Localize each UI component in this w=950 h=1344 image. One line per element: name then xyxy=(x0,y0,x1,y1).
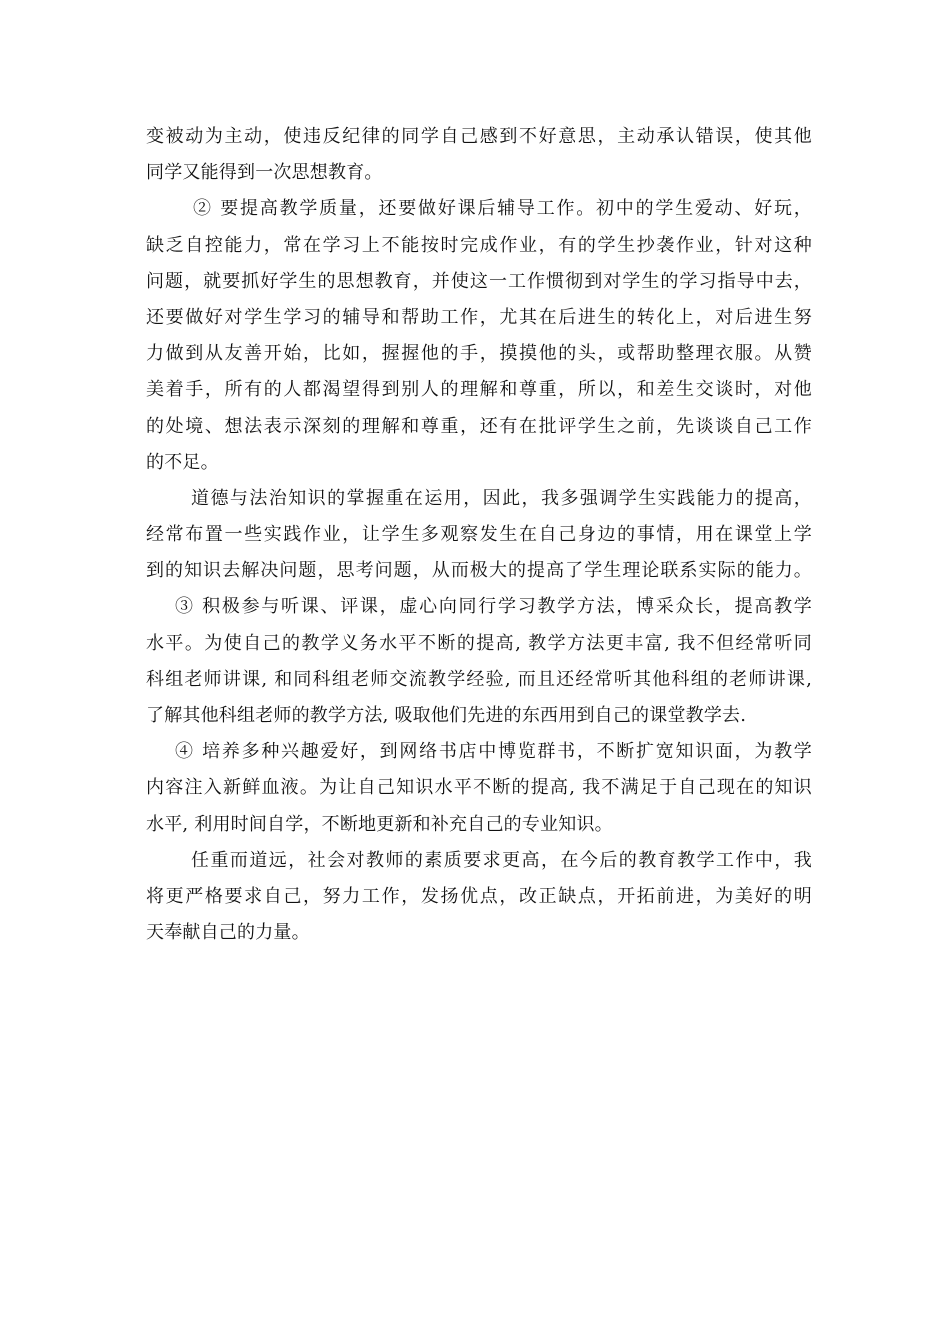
text-line: 任重而道远，社会对教师的素质要求更高，在今后的教育教学工作中，我 xyxy=(191,849,812,871)
text-line: 的不足。 xyxy=(146,451,219,473)
text-line: 了解其他科组老师的教学方法, 吸取他们先进的东西用到自己的课堂教学去. xyxy=(146,705,747,726)
paragraph-6 xyxy=(146,843,812,952)
paragraph-4 xyxy=(146,589,812,734)
text-line: 水平, 利用时间自学，不断地更新和补充自己的专业知识。 xyxy=(146,813,613,835)
text-line: 美着手，所有的人都渴望得到别人的理解和尊重，所以，和差生交谈时，对他 xyxy=(146,379,812,401)
text-line: 水平。为使自己的教学义务水平不断的提高, 教学方法更丰富, 我不但经常听同 xyxy=(146,632,812,654)
paragraph-5 xyxy=(146,734,812,843)
paragraph-2 xyxy=(146,191,812,481)
text-line: 力做到从友善开始，比如，握握他的手，摸摸他的头，或帮助整理衣服。从赞 xyxy=(146,343,812,365)
text-line: 将更严格要求自己，努力工作，发扬优点，改正缺点，开拓前进，为美好的明 xyxy=(146,885,812,907)
text-line: ④ 培养多种兴趣爱好，到网络书店中博览群书，不断扩宽知识面，为教学 xyxy=(175,741,812,763)
text-line: 经常布置一些实践作业，让学生多观察发生在自己身边的事情，用在课堂上学 xyxy=(146,524,812,546)
text-line: 天奉献自己的力量。 xyxy=(146,922,310,944)
text-line: ② 要提高教学质量，还要做好课后辅导工作。初中的学生爱动、好玩， xyxy=(193,198,812,220)
text-line: 到的知识去解决问题，思考问题，从而极大的提高了学生理论联系实际的能力。 xyxy=(146,560,812,582)
text-line: 道德与法治知识的掌握重在运用，因此，我多强调学生实践能力的提高， xyxy=(191,487,812,509)
document-body xyxy=(146,119,812,951)
text-line: 还要做好对学生学习的辅导和帮助工作，尤其在后进生的转化上，对后进生努 xyxy=(146,306,812,328)
text-line: 问题，就要抓好学生的思想教育，并使这一工作惯彻到对学生的学习指导中去， xyxy=(146,270,812,292)
text-line: 变被动为主动，使违反纪律的同学自己感到不好意思，主动承认错误，使其他 xyxy=(146,126,812,147)
paragraph-1 xyxy=(146,119,812,191)
text-line: 的处境、想法表示深刻的理解和尊重，还有在批评学生之前，先谈谈自己工作 xyxy=(146,415,812,437)
text-line: 科组老师讲课, 和同科组老师交流教学经验, 而且还经常听其他科组的老师讲课, xyxy=(146,668,812,690)
text-line: 缺乏自控能力，常在学习上不能按时完成作业，有的学生抄袭作业，针对这种 xyxy=(146,234,812,256)
paragraph-3 xyxy=(146,481,812,590)
text-line: 内容注入新鲜血液。为让自己知识水平不断的提高, 我不满足于自己现在的知识 xyxy=(146,777,812,799)
text-line: 同学又能得到一次思想教育。 xyxy=(146,162,383,184)
text-line: ③ 积极参与听课、评课，虚心向同行学习教学方法，博采众长，提高教学 xyxy=(175,596,812,618)
